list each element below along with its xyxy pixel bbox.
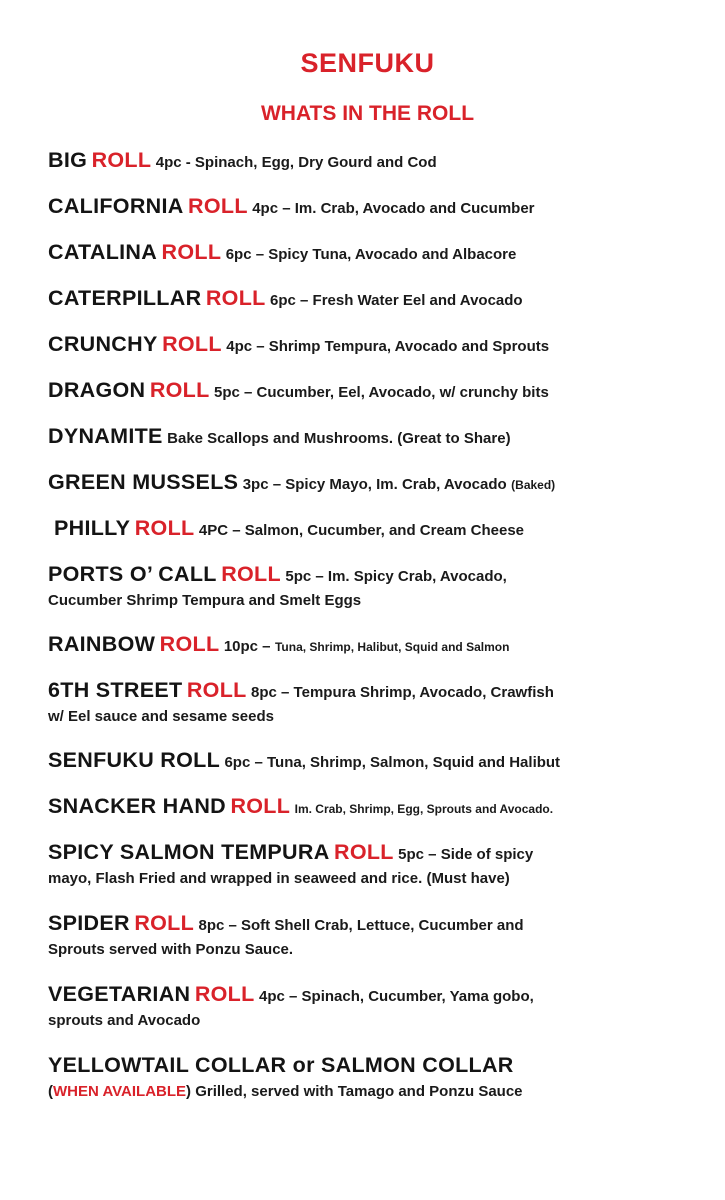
availability-note: WHEN AVAILABLE — [53, 1083, 187, 1100]
item-description: 4pc - Spinach, Egg, Dry Gourd and Cod — [155, 154, 437, 171]
menu-item-spicy-salmon-tempura-roll — [48, 840, 720, 887]
item-name: CRUNCHY — [48, 332, 158, 356]
roll-label: ROLL — [194, 982, 255, 1006]
item-name: PORTS O’ CALL — [48, 562, 217, 586]
item-name: 6TH STREET — [48, 678, 183, 702]
menu-item-ports-o-call-roll — [48, 562, 720, 609]
item-description: 4pc – Spinach, Cucumber, Yama gobo, — [259, 988, 534, 1005]
roll-label: ROLL — [186, 678, 247, 702]
roll-label: ROLL — [149, 378, 210, 402]
item-description-continued — [48, 1083, 720, 1100]
roll-label: ROLL — [159, 632, 220, 656]
item-description: ) Grilled, served with Tamago and Ponzu Sauce — [186, 1083, 523, 1100]
menu-item-dynamite — [48, 424, 720, 449]
item-name: CATERPILLAR — [48, 286, 202, 310]
roll-label: ROLL — [91, 148, 152, 172]
item-description: 6pc – Spicy Tuna, Avocado and Albacore — [225, 246, 517, 263]
item-description: 3pc – Spicy Mayo, Im. Crab, Avocado — [242, 476, 507, 493]
item-name: CATALINA — [48, 240, 158, 264]
item-description: 6pc – Tuna, Shrimp, Salmon, Squid and Halibut — [224, 754, 561, 771]
item-name: GREEN MUSSELS — [48, 470, 239, 494]
item-description-continued: Cucumber Shrimp Tempura and Smelt Eggs — [48, 592, 362, 609]
item-description: 5pc – Cucumber, Eel, Avocado, w/ crunchy bits — [213, 384, 549, 401]
roll-label: ROLL — [205, 286, 266, 310]
item-description-continued: sprouts and Avocado — [48, 1012, 201, 1029]
item-name: SPICY SALMON TEMPURA — [48, 840, 330, 864]
roll-label: ROLL — [134, 516, 195, 540]
item-description: 8pc – Soft Shell Crab, Lettuce, Cucumber and — [198, 917, 524, 934]
item-description: 4PC – Salmon, Cucumber, and Cream Cheese — [198, 522, 525, 539]
menu-item-big-roll — [48, 148, 720, 173]
item-name: RAINBOW — [48, 632, 156, 656]
menu-item-vegetarian-roll — [48, 982, 720, 1029]
restaurant-title: SENFUKU — [300, 48, 435, 78]
item-description: Bake Scallops and Mushrooms. (Great to Share) — [167, 430, 511, 447]
item-description-continued: mayo, Flash Fried and wrapped in seaweed and rice. (Must have) — [48, 870, 510, 887]
menu-item-green-mussels — [48, 470, 720, 495]
item-name: CALIFORNIA — [48, 194, 184, 218]
menu-item-senfuku-roll — [48, 748, 720, 773]
menu-item-rainbow-roll — [48, 632, 720, 657]
item-description: 8pc – Tempura Shrimp, Avocado, Crawfish — [251, 684, 554, 701]
menu-subtitle: WHATS IN THE ROLL — [260, 102, 475, 125]
menu-item-collar — [48, 1053, 720, 1100]
item-description: 5pc – Im. Spicy Crab, Avocado, — [285, 568, 507, 585]
roll-label: ROLL — [188, 194, 248, 218]
item-description: 6pc – Fresh Water Eel and Avocado — [270, 292, 523, 309]
item-name: SNACKER HAND — [48, 794, 226, 818]
item-name: DYNAMITE — [48, 424, 163, 448]
item-description: 4pc – Shrimp Tempura, Avocado and Sprouts — [226, 338, 550, 355]
item-description: 4pc – Im. Crab, Avocado and Cucumber — [252, 200, 535, 217]
item-description: Im. Crab, Shrimp, Egg, Sprouts and Avocado. — [294, 802, 554, 816]
item-name: SPIDER — [48, 911, 130, 935]
menu-item-6th-street-roll — [48, 678, 720, 725]
open-paren: ( — [48, 1083, 53, 1100]
item-description: 5pc – Side of spicy — [398, 846, 534, 863]
item-description-continued: Sprouts served with Ponzu Sauce. — [48, 941, 294, 958]
menu-item-catalina-roll — [48, 240, 720, 265]
item-name: SENFUKU ROLL — [48, 748, 221, 772]
item-name: PHILLY — [54, 516, 131, 540]
item-description: Tuna, Shrimp, Halibut, Squid and Salmon — [274, 640, 510, 654]
item-description-continued: w/ Eel sauce and sesame seeds — [48, 708, 274, 725]
roll-label: ROLL — [162, 332, 222, 356]
roll-label: ROLL — [334, 840, 394, 864]
menu-item-spider-roll — [48, 911, 720, 958]
item-piece-count: 10pc – — [223, 638, 271, 655]
menu-item-dragon-roll — [48, 378, 720, 403]
menu-item-california-roll — [48, 194, 720, 219]
roll-label: ROLL — [230, 794, 291, 818]
item-name: VEGETARIAN — [48, 982, 191, 1006]
item-name: YELLOWTAIL COLLAR or SALMON COLLAR — [48, 1053, 514, 1077]
menu-item-crunchy-roll — [48, 332, 720, 357]
menu-item-philly-roll — [54, 516, 725, 541]
item-note: (Baked) — [511, 478, 556, 492]
menu-item-snacker-hand-roll — [48, 794, 720, 819]
roll-label: ROLL — [161, 240, 222, 264]
roll-label: ROLL — [134, 911, 195, 935]
roll-label: ROLL — [221, 562, 281, 586]
item-name: DRAGON — [48, 378, 146, 402]
menu-item-caterpillar-roll — [48, 286, 720, 311]
item-name: BIG — [48, 148, 88, 172]
